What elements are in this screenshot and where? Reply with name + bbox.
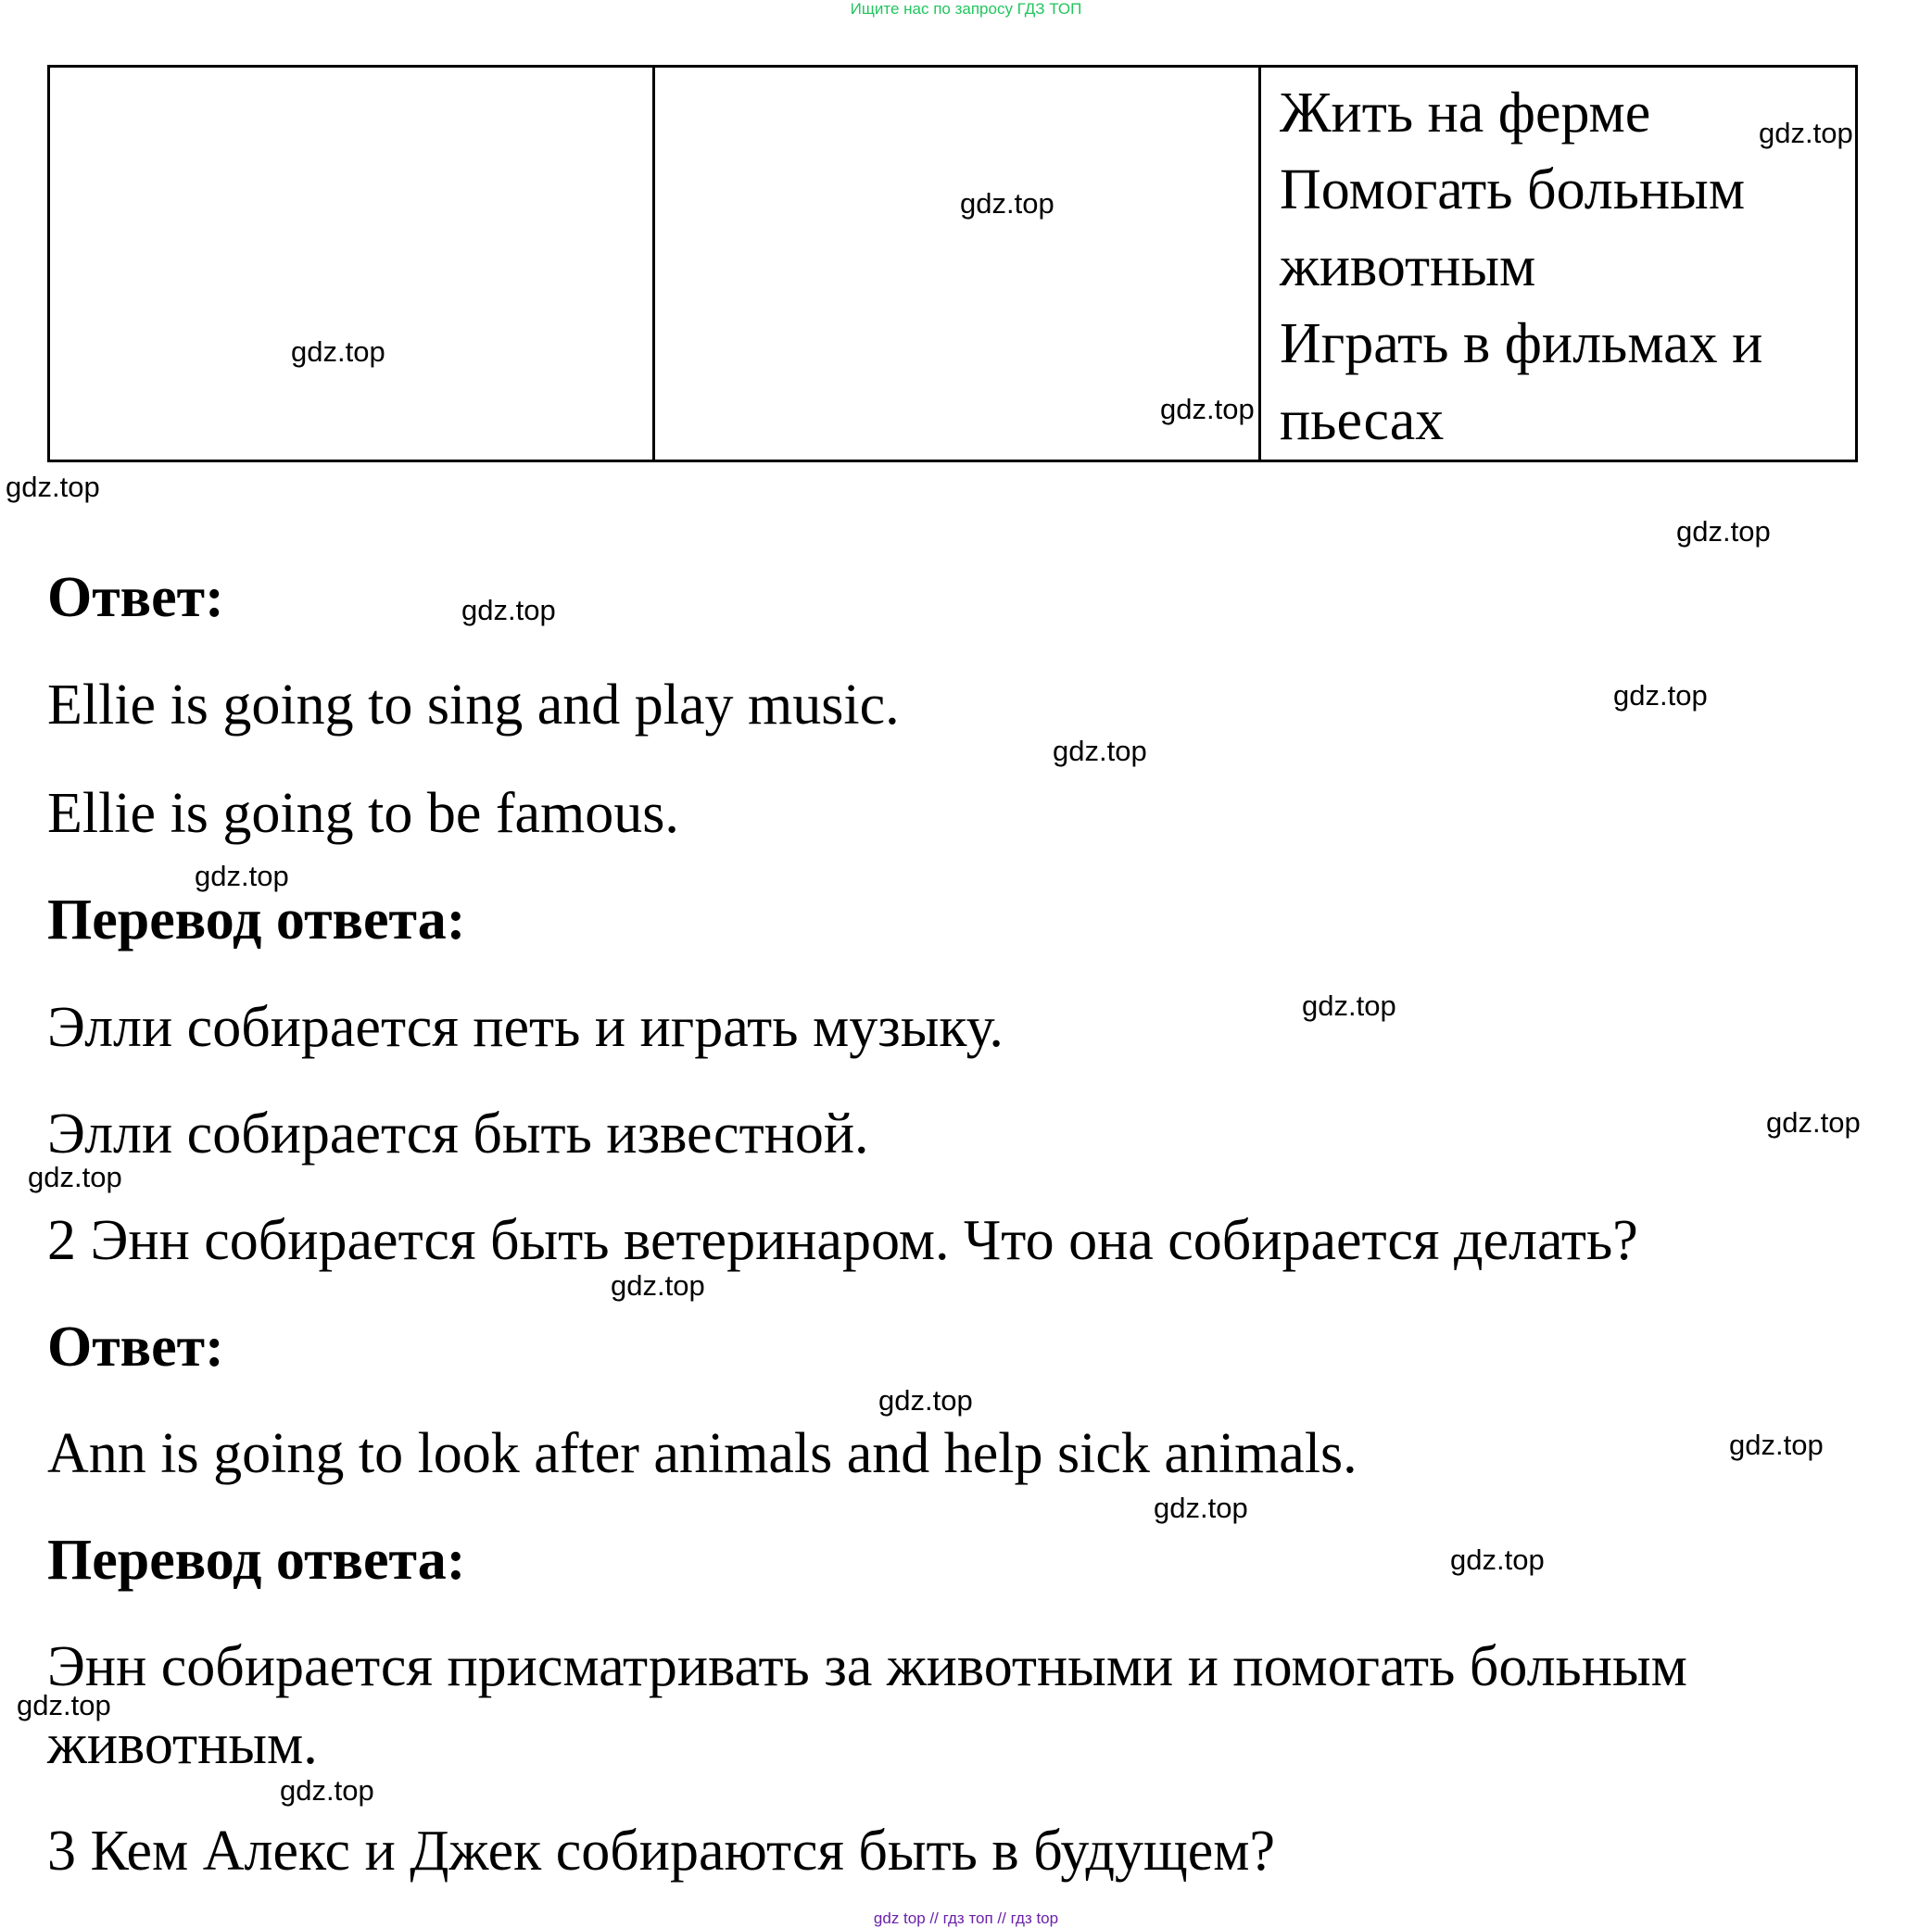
watermark: gdz.top bbox=[1759, 117, 1853, 149]
translation-line: Энн собирается присматривать за животными и помогать больным bbox=[47, 1635, 1687, 1698]
watermark: gdz.top bbox=[461, 594, 556, 626]
table-cell-1 bbox=[49, 67, 654, 461]
watermark: gdz.top bbox=[291, 335, 385, 368]
watermark: gdz.top bbox=[6, 471, 100, 503]
watermark: gdz.top bbox=[1766, 1106, 1861, 1139]
watermark: gdz.top bbox=[280, 1774, 374, 1807]
watermark: gdz.top bbox=[17, 1689, 111, 1721]
cell-line: Помогать больным bbox=[1280, 158, 1746, 221]
watermark: gdz.top bbox=[1302, 989, 1396, 1022]
translation-line: Элли собирается петь и играть музыку. bbox=[47, 996, 1004, 1059]
watermark: gdz.top bbox=[1729, 1429, 1824, 1461]
translation-line: животным. bbox=[47, 1713, 318, 1776]
content-table bbox=[47, 65, 1858, 462]
answer-heading: Ответ: bbox=[47, 1316, 224, 1379]
question-3: 3 Кем Алекс и Джек собираются быть в будущем? bbox=[47, 1820, 1276, 1883]
watermark: gdz.top bbox=[878, 1384, 973, 1417]
answer-line: Ann is going to look after animals and help sick animals. bbox=[47, 1422, 1357, 1485]
watermark: gdz.top bbox=[1676, 515, 1771, 548]
cell-line: Играть в фильмах и bbox=[1280, 312, 1763, 375]
answer-line: Ellie is going to sing and play music. bbox=[47, 674, 900, 737]
watermark: gdz.top bbox=[1613, 679, 1708, 712]
translation-heading: Перевод ответа: bbox=[47, 1529, 466, 1592]
watermark: gdz.top bbox=[1154, 1492, 1248, 1524]
footer: gdz top // гдз топ // гдз top bbox=[873, 1909, 1059, 1927]
watermark: gdz.top bbox=[1160, 393, 1255, 425]
cell-line: пьесах bbox=[1280, 389, 1445, 452]
watermark: gdz.top bbox=[28, 1161, 122, 1193]
answer-line: Ellie is going to be famous. bbox=[47, 782, 679, 845]
watermark: gdz.top bbox=[1053, 735, 1147, 767]
cell-line: животным bbox=[1280, 235, 1536, 298]
cell-line: Жить на ферме bbox=[1280, 82, 1651, 145]
answer-heading: Ответ: bbox=[47, 566, 224, 629]
translation-line: Элли собирается быть известной. bbox=[47, 1103, 869, 1166]
watermark: gdz.top bbox=[960, 187, 1054, 220]
translation-heading: Перевод ответа: bbox=[47, 888, 466, 951]
watermark: gdz.top bbox=[195, 860, 289, 892]
top-banner: Ищите нас по запросу ГДЗ ТОП bbox=[850, 0, 1082, 18]
watermark: gdz.top bbox=[1450, 1544, 1545, 1576]
watermark: gdz.top bbox=[611, 1269, 705, 1302]
question-2: 2 Энн собирается быть ветеринаром. Что она собирается делать? bbox=[47, 1209, 1638, 1272]
